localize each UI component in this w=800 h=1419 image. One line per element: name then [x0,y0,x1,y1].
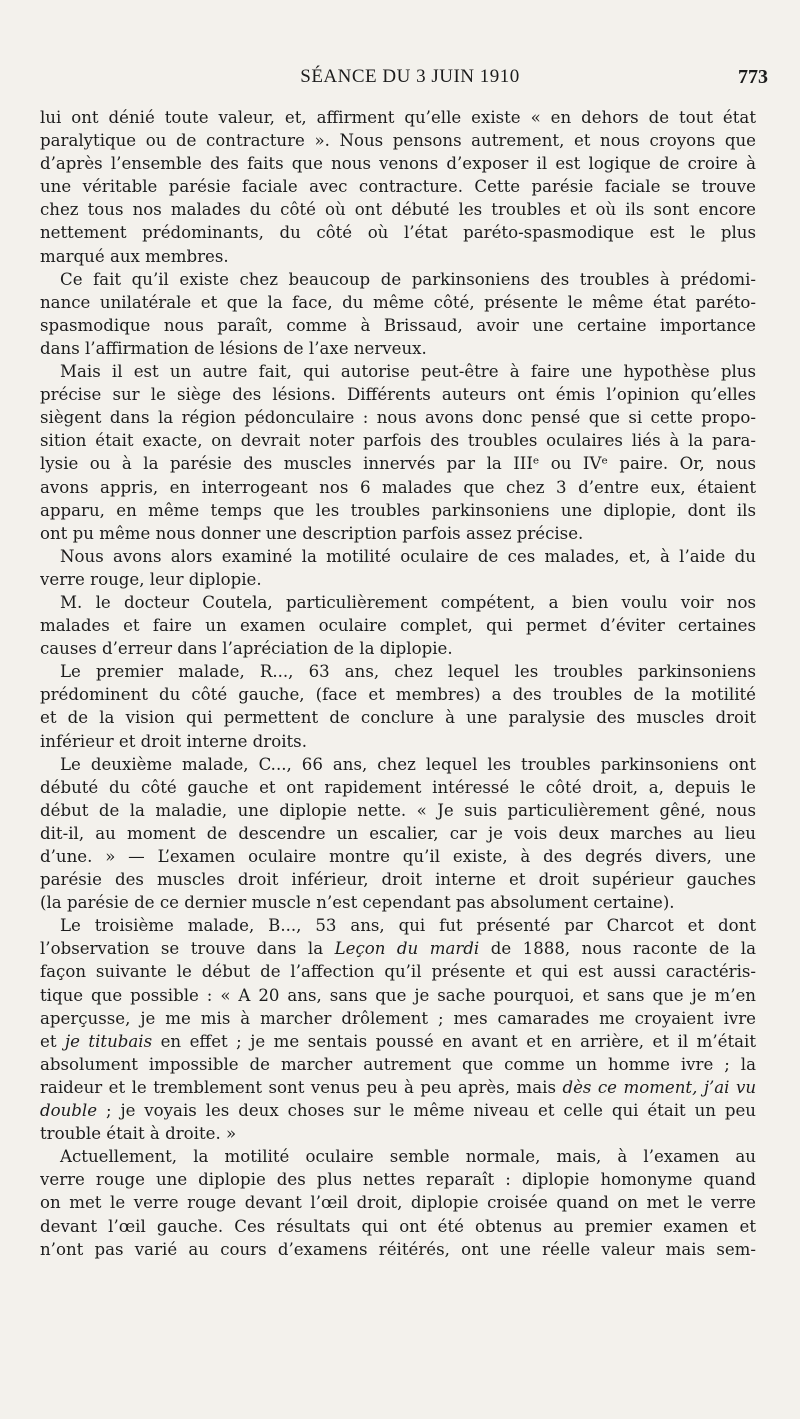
text-line: lysie ou à la parésie des muscles innervés par la IIIᵉ ou IVᵉ paire. Or, nous [40,454,756,474]
italic-quote: je titubais [64,1031,153,1051]
text-line [40,1030,756,1053]
text-segment: ; je voyais les deux choses sur le même niveau et celle qui était un peu [105,1101,756,1121]
text-line: une véritable parésie faciale avec contracture. Cette parésie faciale se trouve [40,177,756,197]
text-line: sition était exacte, on devrait noter parfois des troubles oculaires liés à la para- [40,431,756,451]
text-line: devant l’œil gauche. Ces résultats qui ont été obtenus au premier examen et [40,1216,756,1236]
text-line: paralytique ou de contracture ». Nous pensons autrement, et nous croyons que [40,131,756,151]
text-line: Nous avons alors examiné la motilité oculaire de ces malades, et, à l’aide du [60,546,756,566]
running-head: SÉANCE DU 3 JUIN 1910 [300,66,520,87]
body-text [40,106,756,1261]
text-line: précise sur le siège des lésions. Différents auteurs ont émis l’opinion qu’elles [40,385,756,405]
text-line: lui ont dénié toute valeur, et, affirment qu’elle existe « en dehors de tout état [40,108,756,127]
text-line: dans l’affirmation de lésions de l’axe nerveux. [40,338,427,358]
text-line: siègent dans la région pédonculaire : nous avons donc pensé que si cette propo- [40,408,756,428]
italic-quote: double [40,1101,98,1121]
text-segment: l’observation se trouve dans la [40,939,324,959]
text-line: débuté du côté gauche et ont rapidement intéressé le côté droit, a, depuis le [40,777,756,797]
text-line: aperçusse, je me mis à marcher drôlement ; mes camarades me croyaient ivre [40,1008,756,1028]
text-line: Ce fait qu’il existe chez beaucoup de parkinsoniens des troubles à prédomi- [60,269,756,289]
text-line: verre rouge une diplopie des plus nettes reparaît : diplopie homonyme quand [40,1170,756,1190]
text-line: verre rouge, leur diplopie. [40,569,262,589]
page-header [52,66,768,98]
italic-title: Leçon du mardi [334,939,480,959]
text-line: malades et faire un examen oculaire complet, qui permet d’éviter certaines [40,616,756,636]
text-line: Le premier malade, R..., 63 ans, chez lequel les troubles parkinsoniens [60,662,756,682]
text-line: on met le verre rouge devant l’œil droit, diplopie croisée quand on met le verre [40,1193,756,1213]
text-line: parésie des muscles droit inférieur, droit interne et droit supérieur gauches [40,870,756,890]
text-line: inférieur et droit interne droits. [40,731,307,751]
text-line [40,1076,756,1099]
text-line: et de la vision qui permettent de conclure à une paralysie des muscles droit [40,708,756,728]
text-line: d’après l’ensemble des faits que nous venons d’exposer il est logique de croire à [40,154,756,174]
text-line: spasmodique nous paraît, comme à Brissaud, avoir une certaine importance [40,315,756,335]
text-line: chez tous nos malades du côté où ont débuté les troubles et où ils sont encore [40,200,756,220]
text-line: M. le docteur Coutela, particulièrement compétent, a bien voulu voir nos [60,592,756,612]
text-line: d’une. » — L’examen oculaire montre qu’il existe, à des degrés divers, une [40,847,756,866]
text-segment: raideur et le tremblement sont venus peu à peu après, mais [40,1077,556,1097]
text-line: n’ont pas varié au cours d’examens réitérés, ont une réelle valeur mais sem- [40,1239,756,1259]
text-line: apparu, en même temps que les troubles parkinsoniens une diplopie, dont ils [40,500,756,520]
text-line: début de la maladie, une diplopie nette. « Je suis particulièrement gêné, nous [40,800,756,820]
text-line: Actuellement, la motilité oculaire semble normale, mais, à l’examen au [60,1147,756,1167]
text-line: Mais il est un autre fait, qui autorise peut-être à faire une hypothèse plus [60,362,756,382]
text-segment: de 1888, nous raconte de la [490,939,756,959]
text-line: dit-il, au moment de descendre un escalier, car je vois deux marches au lieu [40,823,756,843]
text-line: Le deuxième malade, C..., 66 ans, chez lequel les troubles parkinsoniens ont [60,754,756,774]
text-line: (la parésie de ce dernier muscle n’est cependant pas absolument certaine). [40,893,675,913]
italic-quote: dès ce moment, j’ai vu [562,1077,756,1097]
text-line: Le troisième malade, B..., 53 ans, qui fut présenté par Charcot et dont [60,916,756,936]
text-line [40,1099,756,1122]
text-segment: en effet ; je me sentais poussé en avant et en arrière, et il m’était [160,1031,756,1051]
text-segment: et [40,1031,57,1051]
text-line: ont pu même nous donner une description parfois assez précise. [40,523,584,543]
text-line: marqué aux membres. [40,246,229,266]
text-line: trouble était à droite. » [40,1124,237,1144]
page-number: 773 [738,66,768,88]
text-line: façon suivante le début de l’affection qu’il présente et qui est aussi caractéris- [40,962,756,982]
text-line: prédominent du côté gauche, (face et membres) a des troubles de la motilité [40,685,756,705]
text-line: tique que possible : « A 20 ans, sans que je sache pourquoi, et sans que je m’en [40,985,756,1005]
text-line: causes d’erreur dans l’apréciation de la diplopie. [40,639,453,659]
text-line: nance unilatérale et que la face, du même côté, présente le même état paréto- [40,292,756,312]
text-line: absolument impossible de marcher autrement que comme un homme ivre ; la [40,1054,756,1074]
text-line: nettement prédominants, du côté où l’état paréto-spasmodique est le plus [40,223,756,243]
text-line [40,937,756,960]
text-line: avons appris, en interrogeant nos 6 malades que chez 3 d’entre eux, étaient [40,477,756,497]
